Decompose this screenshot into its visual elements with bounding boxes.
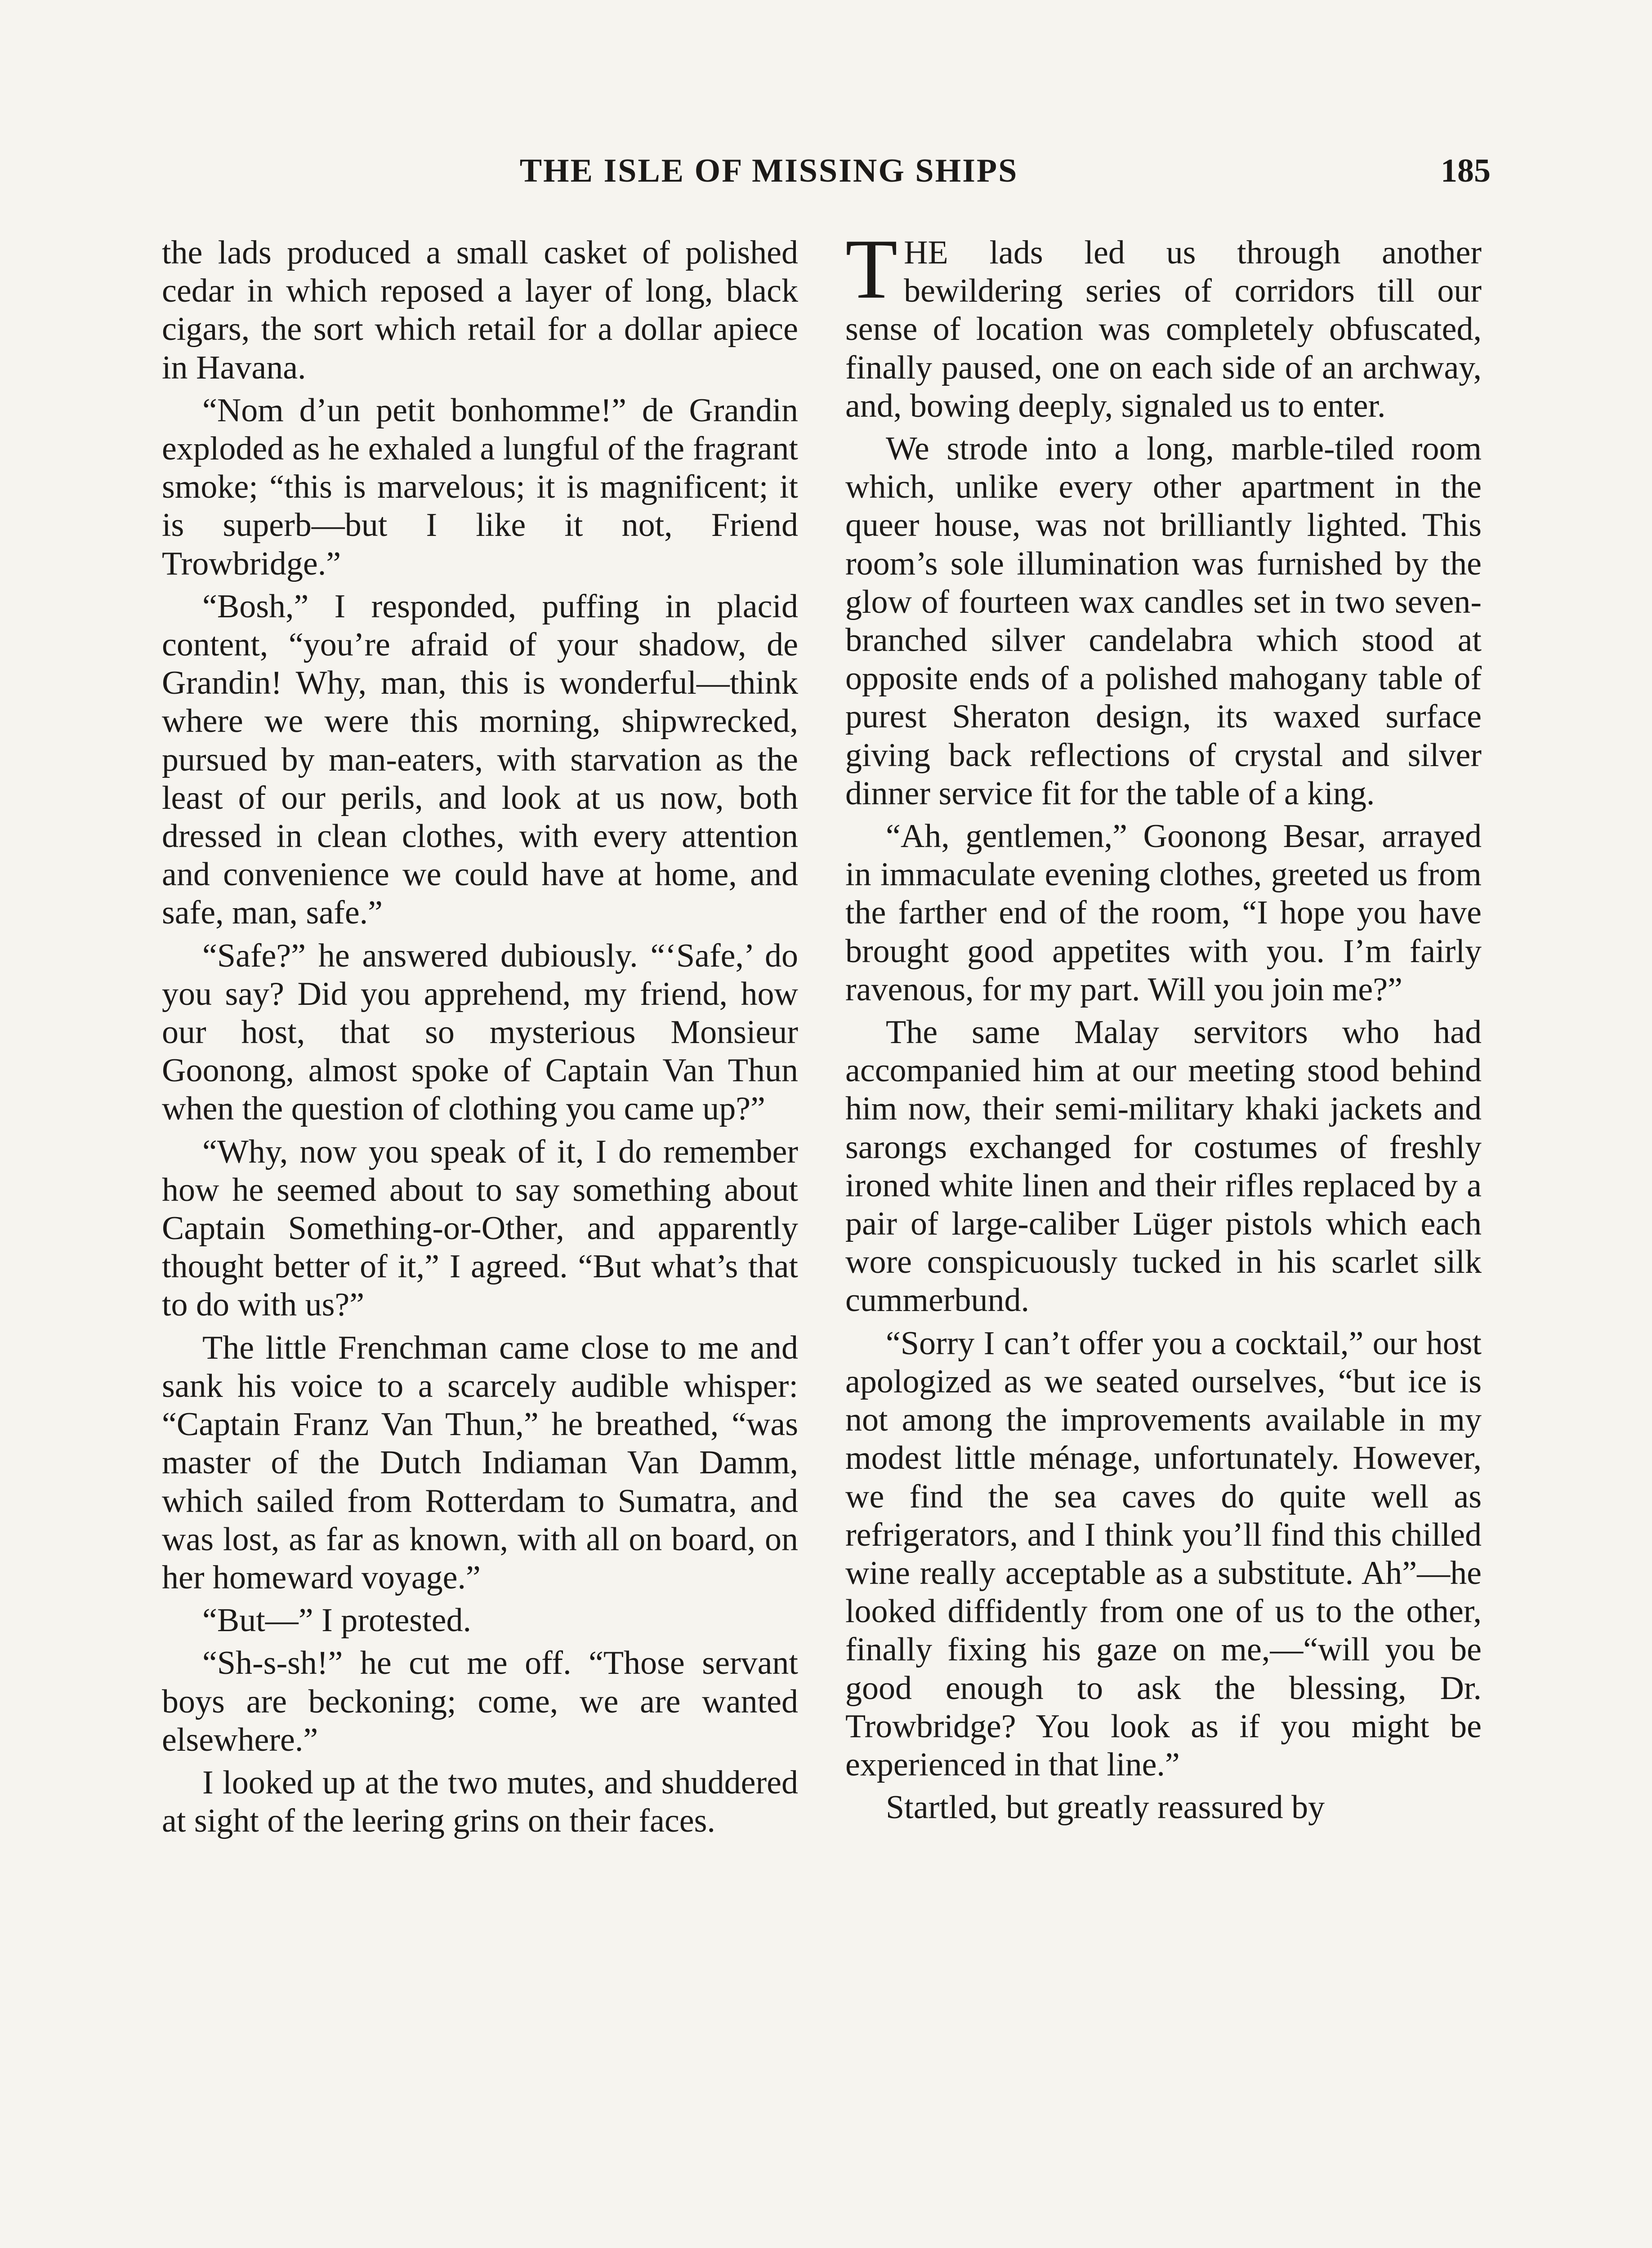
left-column <box>162 234 798 1845</box>
paragraph: The same Malay servitors who had accompanied him at our meeting stood behind him now, their semi-military khaki jackets and sarongs exchanged for costumes of freshly ironed white linen and their rifles replaced by a pair of large-caliber Lüger pistols which each wore conspicuously tucked in his scarlet silk cummerbund. <box>845 1014 1482 1319</box>
page-number: 185 <box>1441 152 1491 189</box>
paragraph: I looked up at the two mutes, and shuddered at sight of the leering grins on their faces. <box>162 1764 798 1840</box>
paragraph: the lads produced a small casket of polished cedar in which reposed a layer of long, black cigars, the sort which retail for a dollar apiece in Havana. <box>162 234 798 386</box>
page-header <box>162 146 1491 196</box>
paragraph: “Why, now you speak of it, I do remember how he seemed about to say something about Captain Something-or-Other, and apparently thought better of it,” I agreed. “But what’s that to do with us?” <box>162 1133 798 1324</box>
paragraph-text: HE lads led us through another bewildering series of corridors till our sense of location was completely obfuscated, finally paused, one on each side of an archway, and, bowing deeply, signaled us to enter. <box>845 234 1482 424</box>
paragraph: “Sh-s-sh!” he cut me off. “Those servant boys are beckoning; come, we are wanted elsewhere.” <box>162 1645 798 1758</box>
right-column <box>845 222 1482 1831</box>
paragraph: “Nom d’un petit bonhomme!” de Grandin exploded as he exhaled a lungful of the fragrant smoke; “this is marvelous; it is magnificent; it is superb—but I like it not, Friend Trowbridge.” <box>162 392 798 582</box>
paragraph: We strode into a long, marble-tiled room which, unlike every other apartment in the queer house, was not brilliantly lighted. This room’s sole illumination was furnished by the glow of fourteen wax candles set in two seven-branched silver candelabra which stood at opposite ends of a polished mahogany table of purest Sheraton design, its waxed surface giving back reflections of crystal and silver dinner service fit for the table of a king. <box>845 430 1482 812</box>
paragraph: Startled, but greatly reassured by <box>886 1789 1325 1826</box>
drop-cap-letter: T <box>845 222 898 317</box>
running-title: THE ISLE OF MISSING SHIPS <box>519 152 1018 189</box>
paragraph-with-dropcap <box>845 222 1482 425</box>
paragraph: “Ah, gentlemen,” Goonong Besar, arrayed in immaculate evening clothes, greeted us from the farther end of the room, “I hope you have brought good appetites with you. I’m fairly ravenous, for my part. Will you join me?” <box>845 818 1482 1008</box>
paragraph: “Safe?” he answered dubiously. “‘Safe,’ do you say? Did you apprehend, my friend, how our host, that so mysterious Monsieur Goonong, almost spoke of Captain Van Thun when the question of clothing you came up?” <box>162 937 798 1128</box>
paragraph: “Bosh,” I responded, puffing in placid content, “you’re afraid of your shadow, de Grandin! Why, man, this is wonderful—think where we were this morning, shipwrecked, pursued by man-eaters, with starvation as the least of our perils, and look at us now, both dressed in clean clothes, with every attention and convenience we could have at home, and safe, man, safe.” <box>162 588 798 932</box>
paragraph: “Sorry I can’t offer you a cocktail,” our host apologized as we seated ourselves, “but ice is not among the improvements available in my modest little ménage, unfortunately. However, we find the sea caves do quite well as refrigerators, and I think you’ll find this chilled wine really acceptable as a substitute. Ah”—he looked diffidently from one of us to the other, finally fixing his gaze on me,—“will you be good enough to ask the blessing, Dr. Trowbridge? You look as if you might be experienced in that line.” <box>845 1325 1482 1783</box>
paragraph: “But—” I protested. <box>202 1602 471 1639</box>
paragraph: The little Frenchman came close to me and sank his voice to a scarcely audible whisper: “Captain Franz Van Thun,” he breathed, “was master of the Dutch Indiaman Van Damm, which sailed from Rotterdam to Sumatra, and was lost, as far as known, with all on board, on her homeward voyage.” <box>162 1329 798 1596</box>
